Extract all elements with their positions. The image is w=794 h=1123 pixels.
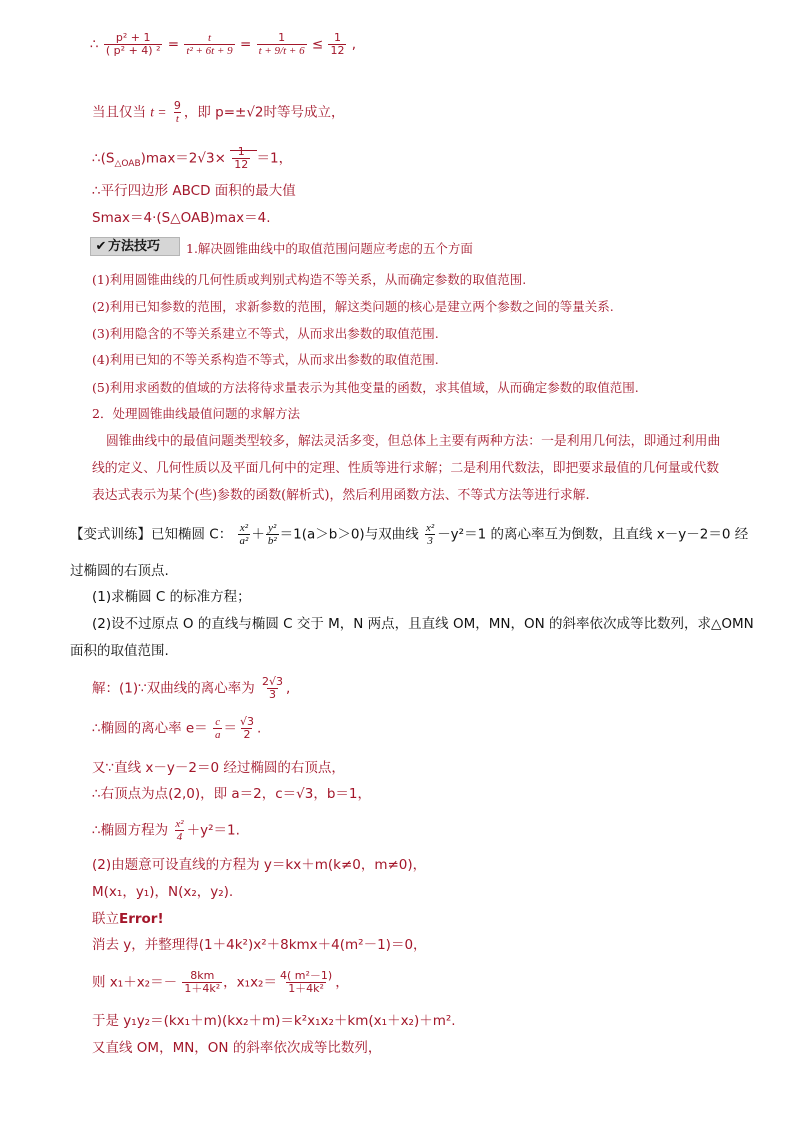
solution-line-5: ∴椭圆方程为 $\frac{\text{x²}}{4}$ ＋y²＝1.: [92, 818, 240, 843]
tips-item-2-title: 2．处理圆锥曲线最值问题的求解方法: [92, 406, 300, 421]
tips-point-1: (1)利用圆锥曲线的几何性质或判别式构造不等关系，从而确定参数的取值范围.: [92, 272, 527, 287]
error-field: Error!: [119, 911, 164, 927]
ellipse-x-term: $\frac{\text{x²}}{\text{a²}}$: [239, 522, 249, 547]
parallelogram-area-line: ∴平行四边形 ABCD 面积的最大值: [92, 183, 296, 199]
solution-line-11: 于是 y₁y₂＝(kx₁＋m)(kx₂＋m)＝k²x₁x₂＋km(x₁＋x₂)＋m².: [92, 1013, 456, 1029]
sqrt-fraction: $\frac{1}{12}$: [230, 150, 256, 167]
tips-point-3: (3)利用隐含的不等关系建立不等式，从而求出参数的取值范围.: [92, 326, 439, 341]
solution-line-12: 又直线 OM，MN，ON 的斜率依次成等比数列，: [92, 1040, 382, 1056]
hyperbola-x-term: $\frac{\text{x²}}{3}$: [426, 522, 435, 547]
max-area-oab: $\therefore(S_{\triangle OAB})\max=2√3\times$ $\frac{1}{12}$ ＝1，: [92, 145, 293, 171]
fraction-9-over-t: $\frac{9}{t}$: [173, 99, 181, 125]
solution-line-4: ∴右顶点为点(2,0)，即 a＝2，c＝√3，b＝1，: [92, 786, 372, 802]
solution-line-6: (2)由题意可设直线的方程为 y＝kx＋m(k≠0，m≠0)，: [92, 857, 427, 873]
solution-line-7: M(x₁，y₁)，N(x₂，y₂).: [92, 884, 234, 900]
solution-line-2: ∴椭圆的离心率 e＝ $\frac{c}{a}$ ＝ $\frac{√3}{2}$ .: [92, 715, 262, 741]
exercise-line-2: 过椭圆的右顶点.: [70, 563, 169, 579]
solution-line-10: 则 x₁＋x₂＝－ $\frac{8km}{\text{1＋4k²}}$ ，x₁x₂＝ $\frac{\text{4( m²－1)}}{\text{1＋4k²}}$ ，: [92, 969, 349, 995]
equality-condition: 当且仅当 t = $\frac{9}{t}$ ，即 p=±√2时等号成立，: [92, 99, 345, 125]
tips-paragraph: 圆锥曲线中的最值问题类型较多，解法灵活多变，但总体上主要有两种方法：一是利用几何法，即通过利用曲线的定义、几何性质以及平面几何中的定理、性质等进行求解；二是利用代数法，即把要求最值的几何量或代数表达式表示为某个(些)参数的函数(解析式)，然后利用函数方法、不等式方法等进行求解.: [92, 434, 721, 503]
solution-line-3: 又∵直线 x－y－2＝0 经过椭圆的右顶点，: [92, 760, 345, 776]
solution-line-8: 联立Error!: [92, 911, 164, 927]
exercise-q2-a: (2)设不过原点 O 的直线与椭圆 C 交于 M，N 两点，且直线 OM，MN，ON 的斜率依次成等比数列，求△OMN: [92, 616, 754, 632]
solution-line-1: 解：(1)∵双曲线的离心率为 $\frac{2√3}{3}$ ,: [92, 675, 291, 701]
fraction-4: $\frac{1}{12}$: [330, 31, 345, 57]
method-tips-badge: ✔ 方法技巧: [90, 237, 180, 256]
ellipse-y-term: $\frac{\text{y²}}{\text{b²}}$: [267, 522, 277, 547]
tips-item-1-title: 1.解决圆锥曲线中的取值范围问题应考虑的五个方面: [186, 241, 473, 256]
inequality-chain: ∴ $\frac{\text{p² + 1}}{\text{( p² + 4) ²}}$ = $\frac{t}{\text{t² + 6t + 9}}$ = $\frac{1}{t + 9/t + 6}$ ≤ $\frac{1}{12}$ ,: [90, 31, 357, 57]
tips-point-2: (2)利用已知参数的范围，求新参数的范围，解这类问题的核心是建立两个参数之间的等量关系.: [92, 299, 614, 314]
tips-point-5: (5)利用求函数的值域的方法将待求量表示为其他变量的函数，求其值域，从而确定参数的取值范围.: [92, 380, 639, 395]
fraction-2: $\frac{t}{\text{t² + 6t + 9}}$: [186, 32, 233, 57]
check-icon: ✔: [95, 239, 107, 254]
exercise-statement: 【变式训练】已知椭圆 C： $\frac{\text{x²}}{\text{a²}}$ ＋ $\frac{\text{y²}}{\text{b²}}$ ＝1(a＞b＞0)与双曲线 $\frac{\text{x²}}{3}$ －y²＝1 的离心率互为倒数，且直线 x－y－2＝0 经: [70, 522, 749, 547]
tips-point-4: (4)利用已知的不等关系构造不等式，从而求出参数的取值范围.: [92, 352, 439, 367]
exercise-q1: (1)求椭圆 C 的标准方程；: [92, 589, 251, 605]
exercise-q2-b: 面积的取值范围.: [70, 643, 169, 659]
solution-line-9: 消去 y，并整理得(1＋4k²)x²＋8kmx＋4(m²－1)＝0，: [92, 937, 427, 953]
fraction-1: $\frac{\text{p² + 1}}{\text{( p² + 4) ²}}$: [105, 31, 161, 57]
therefore-symbol: ∴: [90, 36, 99, 53]
fraction-3: $\frac{1}{t + 9/t + 6}$: [258, 31, 305, 57]
smax-line: Smax＝4·(S△OAB)max＝4.: [92, 210, 271, 226]
